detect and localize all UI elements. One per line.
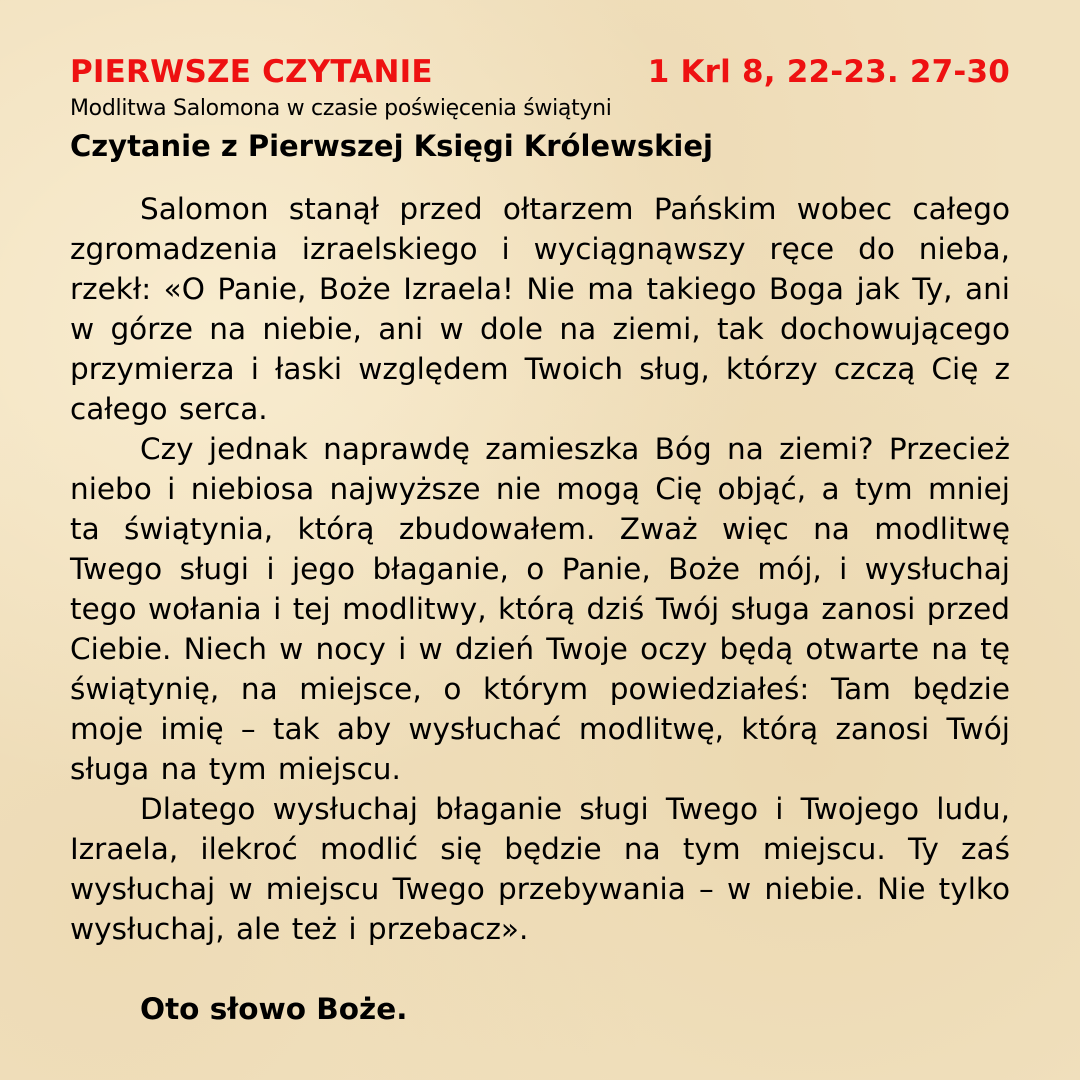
book-title: Czytanie z Pierwszej Księgi Królewskiej	[70, 129, 713, 163]
paragraph-2: Czy jednak naprawdę zamieszka Bóg na ziemi? Przecież niebo i niebiosa najwyższe nie mogą Cię objąć, a tym mniej ta świątynia, którą zbudowałem. Zważ więc na modlitwę Twego sługi i jego błaganie, o Panie, Boże mój, i wysłuchaj tego wołania i tej modlitwy, którą dziś Twój sługa zanosi przed Ciebie. Niech w nocy i w dzień Twoje oczy będą otwarte na tę świątynię, na miejsce, o którym powiedziałeś: Tam będzie moje imię – tak aby wysłuchać modlitwę, którą zanosi Twój sługa na tym miejscu.	[70, 432, 1010, 786]
reading-body	[70, 189, 1010, 949]
paragraph-3: Dlatego wysłuchaj błaganie sługi Twego i Twojego ludu, Izraela, ilekroć modlić się będzie na tym miejscu. Ty zaś wysłuchaj w miejscu Twego przebywania – w niebie. Nie tylko wysłuchaj, ale też i przebacz».	[70, 792, 1010, 946]
reading-label: PIERWSZE CZYTANIE	[70, 54, 433, 90]
closing-acclamation: Oto słowo Boże.	[140, 992, 408, 1026]
scripture-reference: 1 Krl 8, 22-23. 27-30	[647, 54, 1010, 90]
reading-subtitle: Modlitwa Salomona w czasie poświęcenia świątyni	[70, 96, 612, 121]
reading-page	[70, 52, 1010, 1029]
paragraph-1: Salomon stanął przed ołtarzem Pańskim wobec całego zgromadzenia izraelskiego i wyciągnąwszy ręce do nieba, rzekł: «O Panie, Boże Izraela! Nie ma takiego Boga jak Ty, ani w górze na niebie, ani w dole na ziemi, tak dochowującego przymierza i łaski względem Twoich sług, którzy czczą Cię z całego serca.	[70, 192, 1010, 426]
reading-header	[70, 52, 1010, 92]
